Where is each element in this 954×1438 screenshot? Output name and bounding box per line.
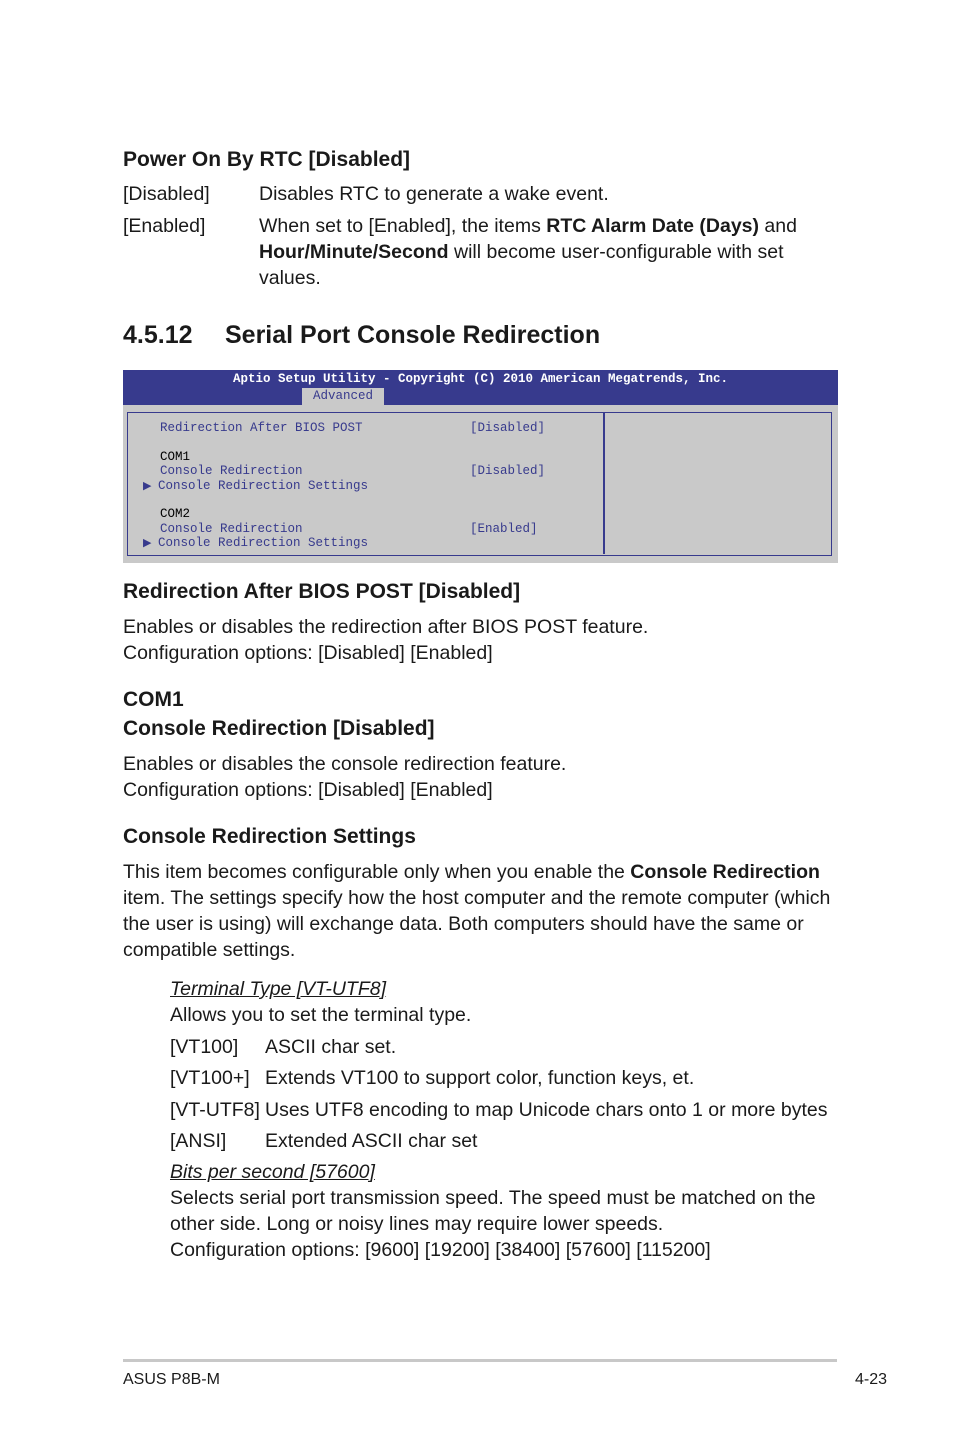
terminal-option-term: [VT100] [170, 1036, 239, 1058]
bios-header [123, 370, 838, 405]
rtc-enabled-desc-line2 [259, 239, 784, 265]
redirection-after-post-heading: Redirection After BIOS POST [Disabled] [123, 580, 521, 603]
power-on-rtc-heading: Power On By RTC [Disabled] [123, 148, 411, 171]
com2-console-redirection-item[interactable]: Console Redirection [160, 522, 303, 536]
bits-per-second-line1: Selects serial port transmission speed. The speed must be matched on the [170, 1187, 816, 1209]
terminal-option-desc: Extends VT100 to support color, function keys, et. [265, 1067, 695, 1089]
com1-label: COM1 [160, 450, 191, 464]
tab-advanced[interactable]: Advanced [302, 388, 384, 405]
submenu-arrow-icon: ▶ [143, 480, 152, 492]
section-number: 4.5.12 [123, 321, 193, 349]
com1-console-settings-item[interactable]: Console Redirection Settings [158, 479, 369, 493]
console-settings-line2: item. The settings specify how the host computer and the remote computer (which [123, 887, 831, 909]
redirection-after-post-value[interactable]: [Disabled] [470, 421, 546, 435]
rtc-enabled-text-1: When set to [Enabled], the items [259, 215, 547, 237]
rtc-enabled-text-2: and [759, 215, 797, 237]
rtc-enabled-desc-line3: values. [259, 267, 321, 289]
terminal-option-term: [VT100+] [170, 1067, 250, 1089]
rtc-alarm-date-bold: RTC Alarm Date (Days) [546, 215, 759, 237]
bits-per-second-line3: Configuration options: [9600] [19200] [38400] [57600] [115200] [170, 1239, 711, 1261]
console-settings-line1 [123, 859, 820, 885]
bios-menu-panel [127, 412, 832, 556]
rtc-enabled-desc-line1 [259, 213, 797, 239]
console-settings-line3: the user is using) will exchange data. Both computers should have the same or [123, 913, 804, 935]
terminal-option-desc: Extended ASCII char set [265, 1130, 478, 1152]
com1-console-redirection-value[interactable]: [Disabled] [470, 464, 546, 478]
com2-label: COM2 [160, 507, 191, 521]
footer-model: ASUS P8B-M [123, 1371, 220, 1388]
footer-page-number: 4-23 [854, 1371, 887, 1388]
footer-rule [123, 1359, 837, 1362]
rtc-enabled-term: [Enabled] [123, 215, 206, 237]
com1-console-redirection-heading: Console Redirection [Disabled] [123, 717, 435, 740]
section-title: Serial Port Console Redirection [225, 321, 601, 349]
terminal-option-desc: ASCII char set. [265, 1036, 397, 1058]
console-settings-text: This item becomes configurable only when you enable the [123, 861, 631, 883]
submenu-arrow-icon: ▶ [143, 537, 152, 549]
redirection-after-post-line2: Configuration options: [Disabled] [Enabled] [123, 642, 493, 664]
bits-per-second-line2: other side. Long or noisy lines may require lower speeds. [170, 1213, 664, 1235]
terminal-type-title: Terminal Type [VT-UTF8] [170, 978, 387, 1000]
hour-minute-second-bold: Hour/Minute/Second [259, 241, 449, 263]
rtc-disabled-term: [Disabled] [123, 183, 210, 205]
bios-screenshot [123, 370, 838, 563]
com1-heading: COM1 [123, 688, 184, 711]
redirection-after-post-item[interactable]: Redirection After BIOS POST [160, 421, 363, 435]
console-settings-heading: Console Redirection Settings [123, 825, 416, 848]
com2-console-settings-item[interactable]: Console Redirection Settings [158, 536, 369, 550]
bios-header-title: Aptio Setup Utility - Copyright (C) 2010 American Megatrends, Inc. [232, 372, 729, 386]
console-settings-line4: compatible settings. [123, 939, 296, 961]
com2-console-redirection-value[interactable]: [Enabled] [470, 522, 538, 536]
bits-per-second-title: Bits per second [57600] [170, 1161, 375, 1183]
bios-panel-divider [603, 413, 605, 554]
com1-console-line1: Enables or disables the console redirection feature. [123, 753, 567, 775]
terminal-option-term: [VT-UTF8] [170, 1099, 260, 1121]
redirection-after-post-line1: Enables or disables the redirection after BIOS POST feature. [123, 616, 649, 638]
rtc-disabled-desc: Disables RTC to generate a wake event. [259, 183, 609, 205]
com1-console-line2: Configuration options: [Disabled] [Enabled] [123, 779, 493, 801]
com1-console-redirection-item[interactable]: Console Redirection [160, 464, 303, 478]
console-redirection-bold: Console Redirection [630, 861, 820, 883]
terminal-type-desc: Allows you to set the terminal type. [170, 1004, 472, 1026]
rtc-enabled-text-3: will become user-configurable with set [448, 241, 784, 263]
terminal-option-desc: Uses UTF8 encoding to map Unicode chars onto 1 or more bytes [265, 1099, 828, 1121]
terminal-option-term: [ANSI] [170, 1130, 227, 1152]
